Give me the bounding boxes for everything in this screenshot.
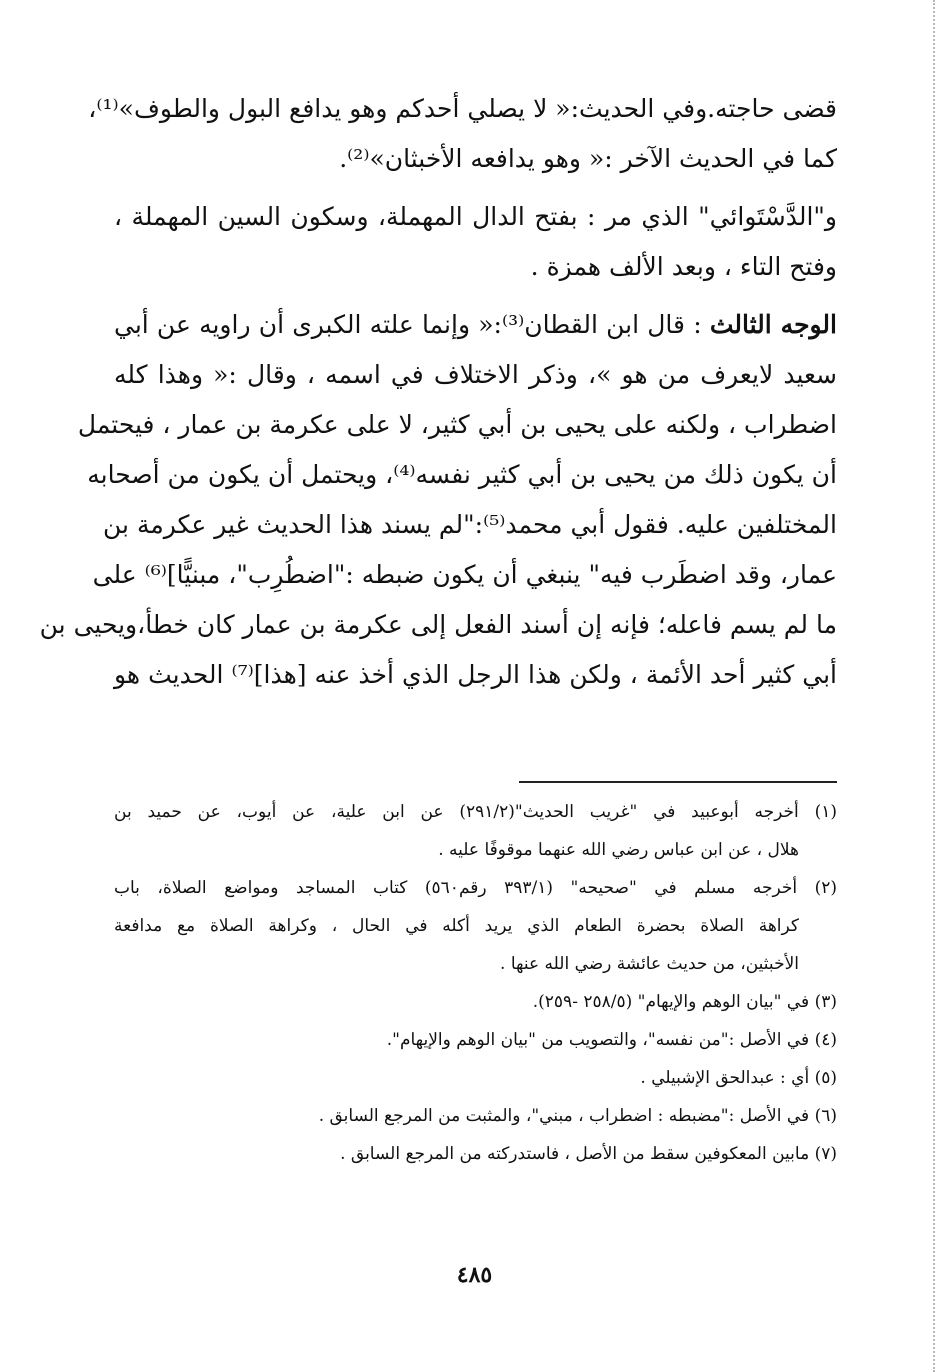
footnote-line: (٤) في الأصل :"من نفسه"، والتصويب من "بيان الوهم والإيهام". <box>386 1030 837 1050</box>
text-line: سعيد لايعرف من هو »، وذكر الاختلاف في اسمه ، وقال :« وهذا كله <box>114 360 837 389</box>
text-line: قضى حاجته.وفي الحديث:« لا يصلي أحدكم وهو يدافع البول والطوف»⁽¹⁾، <box>88 94 837 123</box>
scan-edge-line <box>931 0 935 1372</box>
section-heading: الوجه الثالث <box>709 310 837 339</box>
text-line-rest: قال ابن القطان⁽³⁾:« وإنما علته الكبرى أن راويه عن أبي <box>114 310 686 339</box>
footnote-line: (٢) أخرجه مسلم في "صحيحه" (٣٩٣/١ رقم٥٦٠) كتاب المساجد ومواضع الصلاة، باب <box>114 878 838 898</box>
footnote-line: (١) أخرجه أبوعبيد في "غريب الحديث"(٢٩١/٢) عن ابن علية، عن أيوب، عن حميد بن <box>114 802 837 822</box>
text-line: ما لم يسم فاعله؛ فإنه إن أسند الفعل إلى عكرمة بن عمار كان خطأ،ويحيى بن <box>39 610 837 639</box>
text-line: المختلفين عليه. فقول أبي محمد⁽⁵⁾:"لم يسند هذا الحديث غير عكرمة بن <box>103 510 837 539</box>
page-number: ٤٨٥ <box>456 1262 493 1288</box>
footnote-line: (٣) في "بيان الوهم والإيهام" (٢٥٨/٥ -٢٥٩). <box>532 992 837 1012</box>
footnote-line: الأخبثين، من حديث عائشة رضي الله عنها . <box>500 954 799 974</box>
text-line: أن يكون ذلك من يحيى بن أبي كثير نفسه⁽⁴⁾، ويحتمل أن يكون من أصحابه <box>87 460 837 489</box>
text-line: و"الدَّسْتَوائي" الذي مر : بفتح الدال المهملة، وسكون السين المهملة ، <box>114 202 837 231</box>
footnote-line: (٦) في الأصل :"مضبطه : اضطراب ، مبني"، والمثبت من المرجع السابق . <box>318 1106 837 1126</box>
text-line: أبي كثير أحد الأئمة ، ولكن هذا الرجل الذي أخذ عنه [هذا]⁽⁷⁾ الحديث هو <box>114 660 837 689</box>
text-line: وفتح التاء ، وبعد الألف همزة . <box>530 252 837 281</box>
text-line: عمار، وقد اضطَرب فيه" ينبغي أن يكون ضبطه :"اضطُرِب"، مبنيًّا]⁽⁶⁾ على <box>92 560 837 589</box>
footnote-line: (٧) مابين المعكوفين سقط من الأصل ، فاستدركته من المرجع السابق . <box>340 1144 837 1164</box>
heading-separator: : <box>685 310 710 339</box>
main-text-block <box>39 90 837 706</box>
text-line-with-heading <box>114 306 837 356</box>
text-line: كما في الحديث الآخر :« وهو يدافعه الأخبثان»⁽²⁾. <box>339 144 837 173</box>
footnotes-block <box>114 798 837 1178</box>
footnote-line: كراهة الصلاة بحضرة الطعام الذي يريد أكله في الحال ، وكراهة الصلاة مع مدافعة <box>114 916 799 936</box>
footnote-separator <box>519 781 837 783</box>
footnote-line: (٥) أي : عبدالحق الإشبيلي . <box>640 1068 837 1088</box>
footnote-line: هلال ، عن ابن عباس رضي الله عنهما موقوفًا عليه . <box>438 840 799 860</box>
text-line: اضطراب ، ولكنه على يحيى بن أبي كثير، لا على عكرمة بن عمار ، فيحتمل <box>77 410 837 439</box>
